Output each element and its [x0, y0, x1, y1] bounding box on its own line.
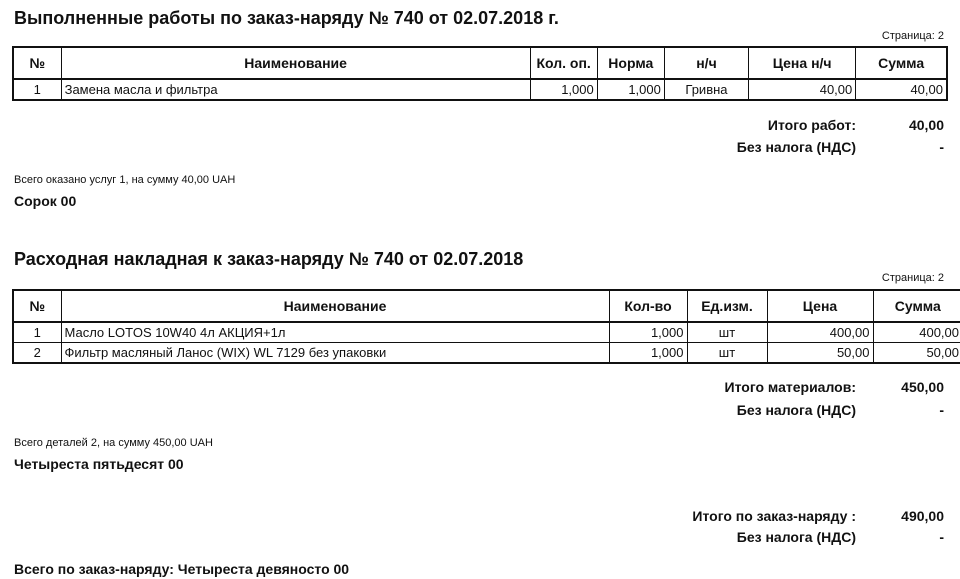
row-number: 1: [13, 79, 61, 100]
works-amount-in-words: Сорок 00: [14, 193, 77, 209]
col-unit: Ед.изм.: [687, 290, 767, 322]
row-norm: 1,000: [597, 79, 664, 100]
row-sum: 400,00: [873, 322, 960, 343]
works-total-label: Итого работ:: [767, 117, 856, 133]
col-name: Наименование: [61, 47, 530, 79]
materials-total-label: Итого материалов:: [724, 379, 856, 395]
row-number: 2: [13, 343, 61, 364]
materials-table-header: [13, 290, 960, 322]
works-table-header: [13, 47, 947, 79]
order-total-value: 490,00: [901, 508, 944, 524]
row-price-per-hour: 40,00: [749, 79, 856, 100]
table-row: [13, 322, 960, 343]
row-price: 50,00: [767, 343, 873, 364]
col-operations-qty: Кол. оп.: [530, 47, 597, 79]
works-summary: Всего оказано услуг 1, на сумму 40,00 UAH: [14, 174, 236, 186]
row-sum: 40,00: [856, 79, 947, 100]
row-sum: 50,00: [873, 343, 960, 364]
works-page-number: Страница: 2: [881, 30, 944, 42]
row-number: 1: [13, 322, 61, 343]
row-operations-qty: 1,000: [530, 79, 597, 100]
col-sum: Сумма: [856, 47, 947, 79]
col-norm-hour: н/ч: [664, 47, 748, 79]
table-row: [13, 79, 947, 100]
col-sum: Сумма: [873, 290, 960, 322]
row-quantity: 1,000: [609, 343, 687, 364]
col-price-per-hour: Цена н/ч: [749, 47, 856, 79]
materials-summary: Всего деталей 2, на сумму 450,00 UAH: [14, 437, 213, 449]
works-title: Выполненные работы по заказ-наряду № 740 от 02.07.2018 г.: [14, 8, 559, 28]
works-table: [12, 46, 948, 101]
row-price: 400,00: [767, 322, 873, 343]
works-vat-value: -: [939, 139, 944, 155]
works-total-value: 40,00: [908, 117, 944, 133]
materials-total-value: 450,00: [901, 379, 944, 395]
row-name: Замена масла и фильтра: [61, 79, 530, 100]
row-unit: шт: [687, 343, 767, 364]
materials-page-number: Страница: 2: [881, 272, 944, 284]
order-amount-in-words: Всего по заказ-наряду: Четыреста девяносто 00: [14, 561, 350, 577]
col-number: №: [13, 47, 61, 79]
row-name: Масло LOTOS 10W40 4л АКЦИЯ+1л: [61, 322, 609, 343]
row-unit: шт: [687, 322, 767, 343]
row-norm-hour: Гривна: [664, 79, 748, 100]
col-number: №: [13, 290, 61, 322]
order-vat-value: -: [939, 529, 944, 545]
works-vat-label: Без налога (НДС): [736, 139, 856, 155]
col-price: Цена: [767, 290, 873, 322]
materials-vat-label: Без налога (НДС): [736, 402, 856, 418]
materials-vat-value: -: [939, 402, 944, 418]
order-total-label: Итого по заказ-наряду :: [692, 508, 856, 524]
col-norm: Норма: [597, 47, 664, 79]
col-name: Наименование: [61, 290, 609, 322]
materials-title: Расходная накладная к заказ-наряду № 740 от 02.07.2018: [14, 249, 524, 269]
row-quantity: 1,000: [609, 322, 687, 343]
materials-table: [12, 289, 960, 364]
materials-amount-in-words: Четыреста пятьдесят 00: [14, 456, 184, 472]
row-name: Фильтр масляный Ланос (WIX) WL 7129 без упаковки: [61, 343, 609, 364]
table-row: [13, 343, 960, 364]
order-vat-label: Без налога (НДС): [736, 529, 856, 545]
col-quantity: Кол-во: [609, 290, 687, 322]
